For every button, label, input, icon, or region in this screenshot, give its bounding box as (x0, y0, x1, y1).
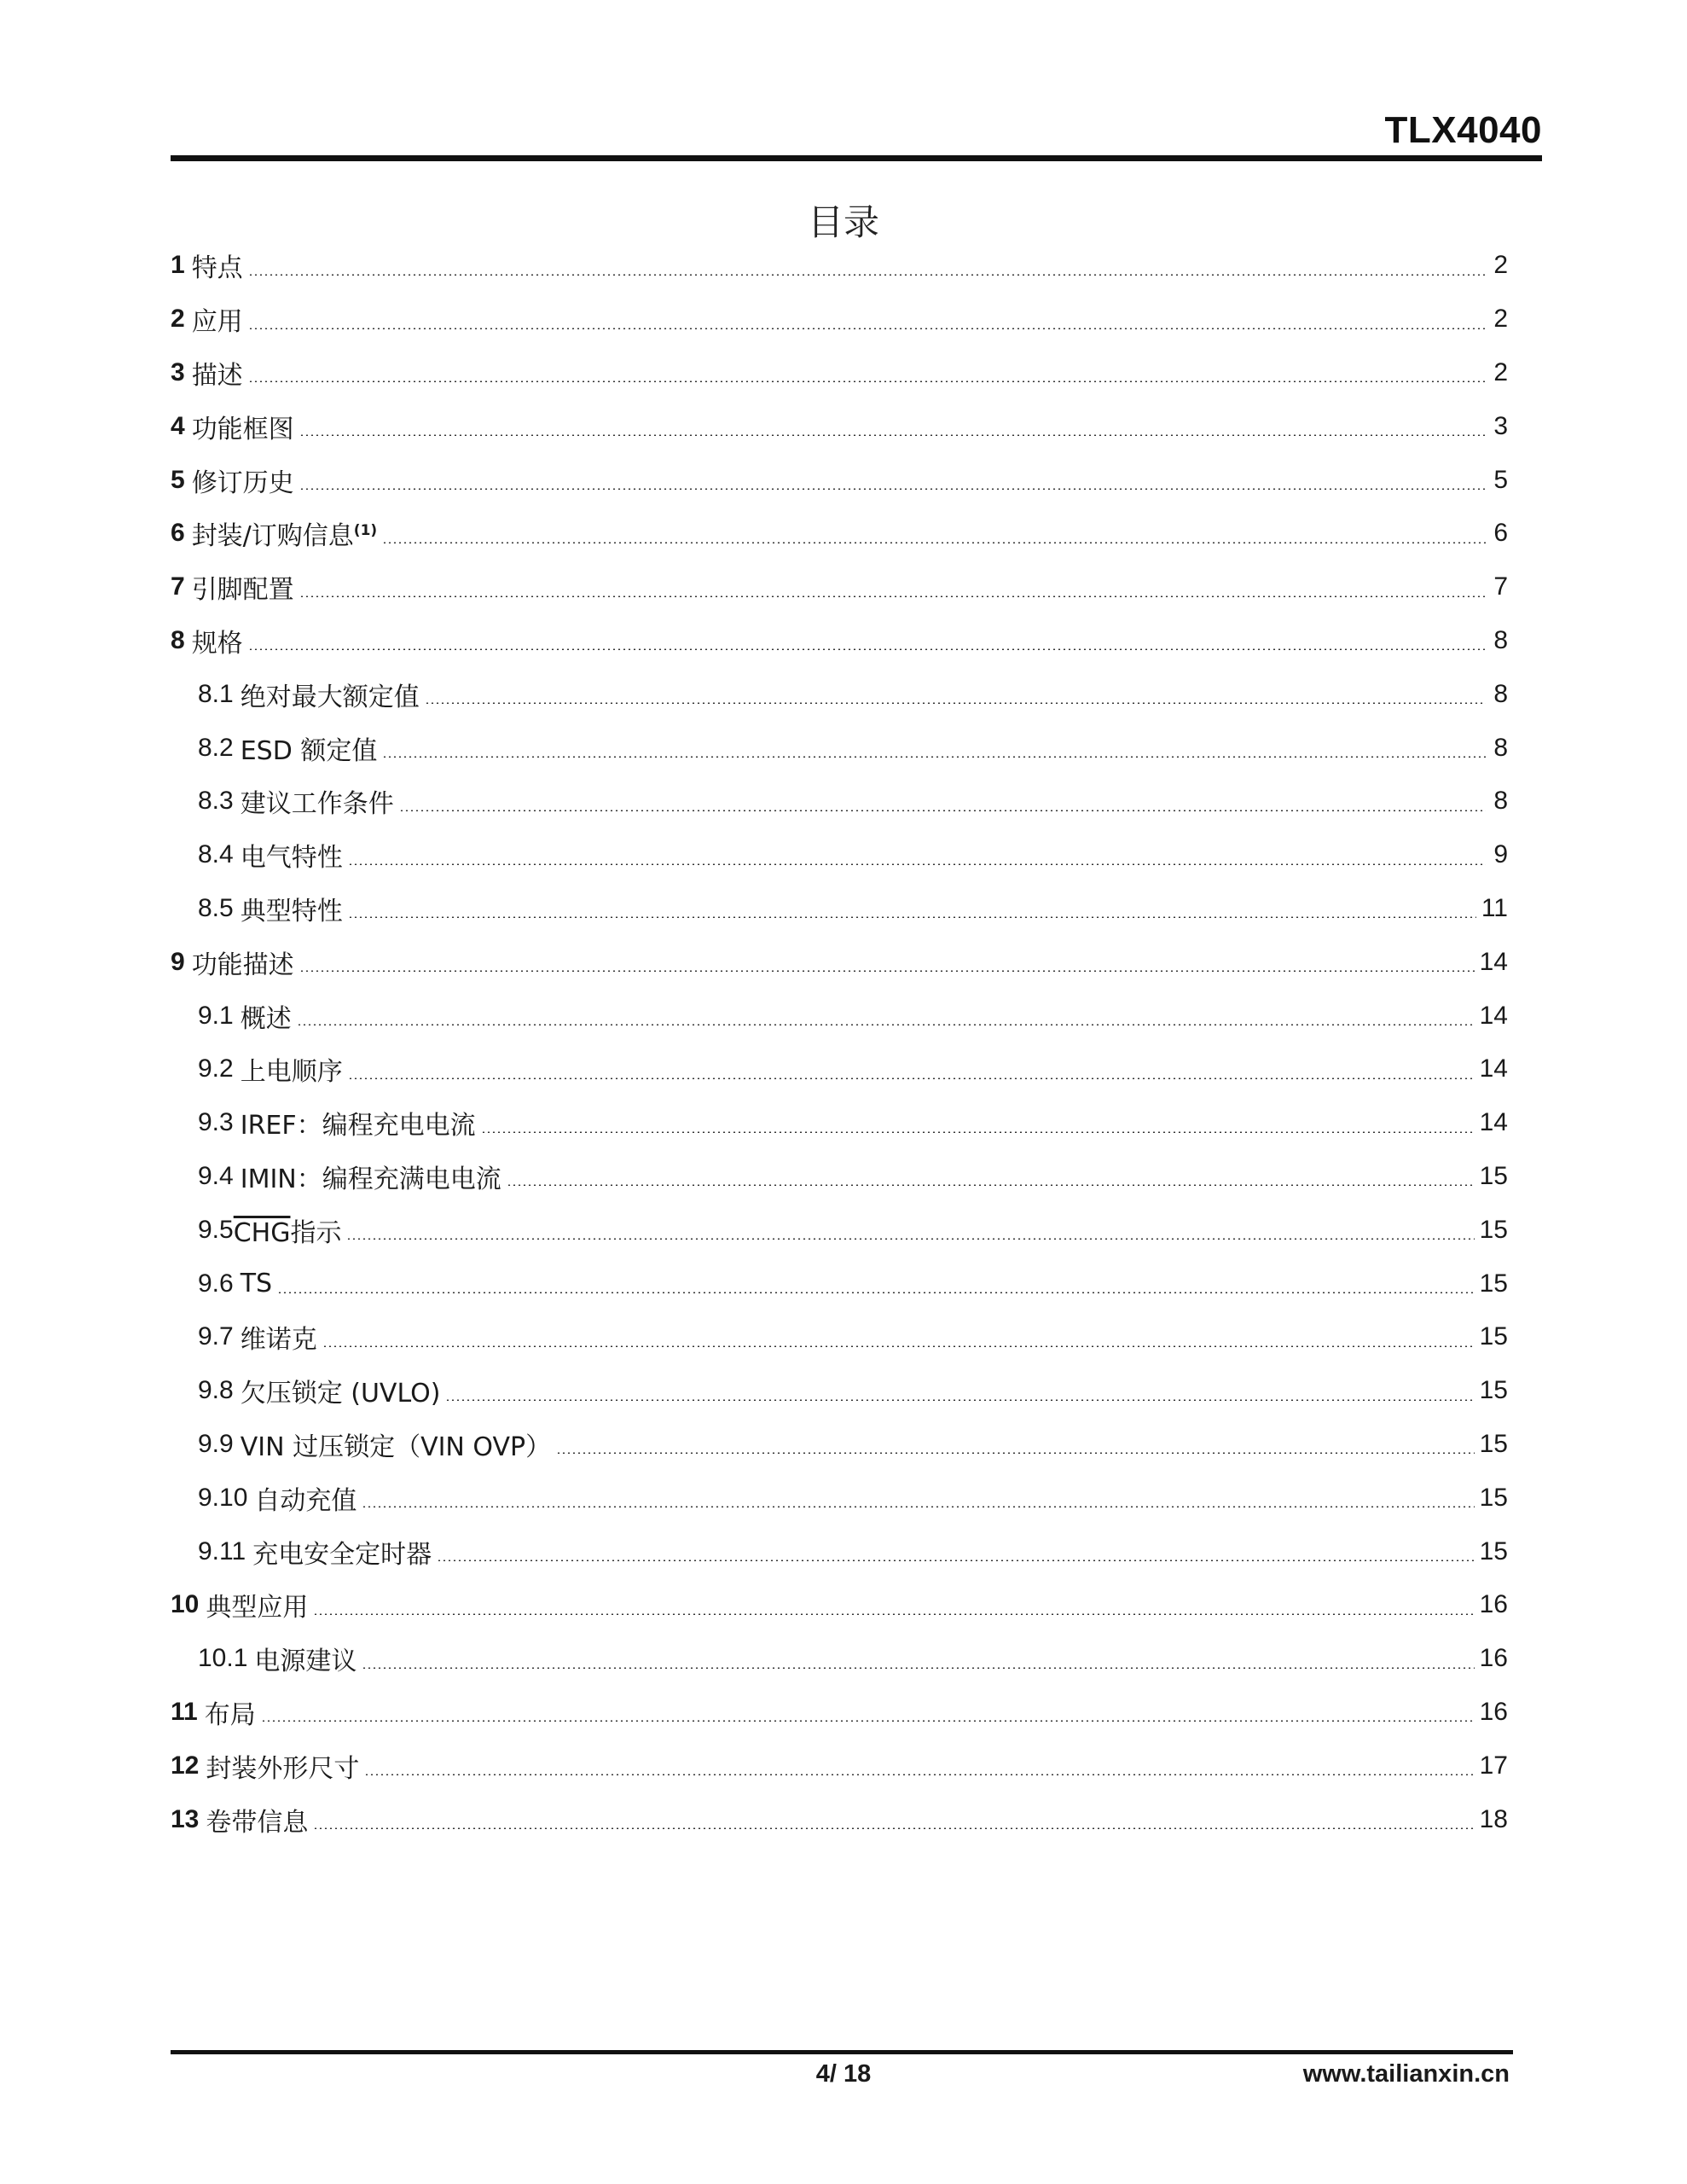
toc-entry-label (254, 1479, 357, 1517)
toc-entry-label (206, 1586, 308, 1623)
toc-entry-page: 15 (1479, 1536, 1508, 1565)
toc-entry-number: 10 (171, 1590, 200, 1619)
toc-entry[interactable] (171, 346, 1508, 400)
toc-dot-leader (425, 702, 1486, 704)
toc-entry[interactable] (171, 399, 1508, 453)
toc-entry-number: 9.2 (198, 1054, 234, 1083)
toc-entry-number: 10.1 (198, 1644, 248, 1673)
toc-entry-number: 9 (171, 947, 185, 976)
toc-dot-leader (445, 1399, 1474, 1401)
toc-entry-page: 8 (1493, 787, 1508, 816)
toc-entry-number: 8.2 (198, 733, 234, 762)
toc-entry-page: 17 (1479, 1751, 1508, 1780)
toc-dot-leader (348, 863, 1486, 865)
toc-dot-leader (322, 1345, 1475, 1347)
toc-entry[interactable] (171, 882, 1508, 936)
toc-entry-label (241, 729, 378, 767)
toc-entry-label-text: ESD 额定值 (240, 735, 378, 766)
toc-entry[interactable] (171, 1418, 1508, 1472)
toc-entry-number: 9.9 (198, 1429, 234, 1458)
toc-entry-label-text: 功能描述 (191, 950, 294, 980)
toc-entry-label-text: 封装外形尺寸 (206, 1753, 360, 1784)
toc-entry-label (241, 890, 343, 927)
toc-dot-leader (556, 1452, 1475, 1454)
toc-entry-number: 9.5 (198, 1215, 234, 1244)
toc-entry-page: 15 (1479, 1269, 1508, 1298)
toc-dot-leader (399, 810, 1486, 811)
toc-entry-label-text: 电源建议 (254, 1647, 357, 1677)
toc-entry[interactable] (171, 935, 1508, 989)
toc-entry-label (254, 1640, 357, 1677)
toc-dot-leader (362, 1667, 1474, 1669)
toc-entry-page: 14 (1479, 1001, 1508, 1030)
toc-entry-label-text: 特点 (191, 253, 243, 284)
toc-entry-label-text: 布局 (204, 1699, 256, 1730)
toc-entry-label-text: 维诺克 (240, 1325, 317, 1356)
toc-entry-label-text: 描述 (191, 360, 243, 391)
toc-entry-label-text: 典型特性 (240, 896, 343, 926)
toc-entry-page: 15 (1479, 1322, 1508, 1351)
toc-entry-label-text: 充电安全定时器 (252, 1539, 432, 1570)
toc-entry-label (205, 1693, 256, 1731)
toc-entry-number: 9.8 (198, 1376, 234, 1405)
toc-entry[interactable] (171, 989, 1508, 1043)
toc-dot-leader (313, 1827, 1474, 1829)
toc-dot-leader (299, 595, 1486, 597)
toc-dot-leader (481, 1131, 1475, 1133)
toc-entry-label-text: 欠压锁定 (UVLO) (240, 1379, 441, 1409)
toc-entry-page: 3 (1493, 411, 1508, 440)
toc-entry-page: 14 (1479, 1108, 1508, 1137)
toc-entry-label-text: 指示 (290, 1217, 342, 1248)
toc-entry[interactable] (171, 239, 1508, 293)
toc-entry-label-text: 规格 (191, 628, 243, 659)
toc-dot-leader (248, 328, 1486, 329)
footer-rule (171, 2050, 1513, 2054)
toc-entry[interactable] (171, 1043, 1508, 1096)
toc-entry-number: 8.1 (198, 679, 234, 708)
toc-entry-page: 2 (1493, 251, 1508, 280)
toc-entry-label-text: 建议工作条件 (240, 789, 394, 820)
toc-entry-label-text: IMIN：编程充满电电流 (240, 1164, 501, 1194)
toc-entry[interactable] (171, 293, 1508, 346)
toc-entry-label (206, 1801, 308, 1838)
toc-entry-label (192, 300, 243, 338)
toc-entry-page: 7 (1493, 572, 1508, 601)
toc-entry-label-text: 修订历史 (191, 468, 294, 498)
toc-entry-label (241, 1426, 551, 1463)
toc-entry-number: 12 (171, 1751, 200, 1780)
table-of-contents (171, 239, 1508, 1846)
toc-entry-footnote-marker: (1) (353, 522, 378, 540)
toc-entry-label-text: TS (240, 1269, 273, 1299)
toc-entry[interactable] (171, 1096, 1508, 1150)
toc-entry[interactable] (171, 1150, 1508, 1204)
toc-entry-label-text: 绝对最大额定值 (240, 682, 420, 712)
toc-entry-page: 6 (1493, 519, 1508, 548)
toc-entry-number: 8.5 (198, 893, 234, 922)
toc-entry-number: 9.10 (198, 1483, 248, 1512)
toc-dot-leader (261, 1720, 1475, 1722)
toc-entry-number: 1 (171, 251, 185, 280)
toc-entry-label-text: 卷带信息 (206, 1807, 309, 1838)
toc-entry-page: 2 (1493, 305, 1508, 334)
toc-dot-leader (248, 380, 1486, 382)
toc-entry-label-text: 上电顺序 (240, 1057, 343, 1088)
toc-dot-leader (348, 1077, 1475, 1079)
toc-entry-number: 8.4 (198, 840, 234, 869)
toc-entry-label (241, 1269, 272, 1298)
toc-entry[interactable] (171, 1578, 1508, 1632)
toc-dot-leader (299, 970, 1475, 972)
toc-entry-label-text: VIN 过压锁定（VIN OVP） (240, 1432, 552, 1462)
toc-entry-page: 16 (1479, 1644, 1508, 1673)
toc-dot-leader (348, 916, 1476, 918)
toc-entry-page: 15 (1479, 1483, 1508, 1512)
toc-entry[interactable] (171, 721, 1508, 775)
toc-entry[interactable] (171, 1257, 1508, 1310)
toc-entry-label-text: 引脚配置 (191, 575, 294, 606)
toc-dot-leader (364, 1774, 1474, 1775)
toc-dot-leader (277, 1292, 1475, 1293)
toc-entry-page: 15 (1479, 1376, 1508, 1405)
toc-entry-page: 14 (1479, 947, 1508, 976)
toc-entry-label (192, 354, 243, 392)
toc-entry[interactable] (171, 453, 1508, 507)
toc-entry-number: 9.6 (198, 1269, 234, 1298)
toc-entry-label (206, 1747, 359, 1785)
toc-dot-leader (437, 1560, 1474, 1561)
toc-entry-label (192, 568, 294, 606)
toc-entry-number: 7 (171, 572, 185, 601)
toc-entry-number: 3 (171, 357, 185, 386)
toc-entry-page: 8 (1493, 679, 1508, 708)
toc-entry-label-text: 典型应用 (206, 1593, 309, 1623)
toc-entry[interactable] (171, 828, 1508, 882)
toc-entry-number: 9.7 (198, 1322, 234, 1351)
toc-entry-number: 9.3 (198, 1108, 234, 1137)
toc-title: 目录 (807, 201, 879, 243)
toc-entry-label-text: 自动充值 (254, 1485, 357, 1516)
footer-website[interactable]: www.tailianxin.cn (1302, 2060, 1510, 2088)
toc-entry-label (241, 997, 292, 1035)
toc-entry-page: 8 (1493, 733, 1508, 762)
toc-entry-label-text: 应用 (191, 307, 243, 338)
toc-entry-page: 16 (1479, 1590, 1508, 1619)
toc-entry-label (234, 1211, 342, 1249)
toc-dot-leader (299, 434, 1486, 436)
toc-entry[interactable] (171, 561, 1508, 614)
toc-entry[interactable] (171, 1632, 1508, 1686)
toc-entry-page: 15 (1479, 1215, 1508, 1244)
toc-dot-leader (299, 488, 1486, 490)
toc-entry-page: 8 (1493, 625, 1508, 654)
toc-entry-label-text: 概述 (240, 1003, 292, 1034)
toc-entry-label (241, 676, 420, 713)
toc-entry-label-text: 封装/订购信息 (191, 521, 354, 552)
toc-dot-leader (382, 756, 1486, 758)
toc-entry-number: 9.4 (198, 1161, 234, 1190)
toc-entry[interactable] (171, 1310, 1508, 1364)
toc-entry-label (192, 622, 243, 659)
toc-entry[interactable] (171, 1364, 1508, 1418)
toc-entry-page: 9 (1493, 840, 1508, 869)
toc-dot-leader (382, 542, 1486, 543)
toc-entry-label (241, 782, 394, 820)
toc-entry-label (192, 514, 377, 552)
toc-entry-label (252, 1533, 432, 1571)
toc-entry[interactable] (171, 775, 1508, 828)
toc-entry-label (241, 1158, 501, 1195)
toc-entry-label (241, 1372, 441, 1409)
toc-entry-label (241, 836, 343, 874)
toc-entry-page: 18 (1479, 1804, 1508, 1833)
toc-entry[interactable] (171, 614, 1508, 668)
toc-entry-label (192, 408, 294, 445)
toc-entry-number: 8.3 (198, 787, 234, 816)
toc-entry-number: 4 (171, 411, 185, 440)
header-rule (171, 155, 1542, 161)
toc-entry-page: 14 (1479, 1054, 1508, 1083)
toc-entry-page: 11 (1481, 893, 1508, 922)
toc-entry-label (241, 1050, 343, 1088)
toc-entry-page: 15 (1479, 1429, 1508, 1458)
toc-dot-leader (248, 648, 1486, 650)
toc-entry[interactable] (171, 667, 1508, 721)
toc-entry-label (192, 247, 243, 284)
toc-dot-leader (248, 274, 1486, 276)
toc-entry-number: 2 (171, 305, 185, 334)
toc-entry-label (192, 944, 294, 981)
footer-page-number: 4/ 18 (815, 2060, 872, 2088)
toc-dot-leader (362, 1506, 1474, 1507)
toc-entry-number: 11 (171, 1697, 198, 1726)
toc-entry-number: 9.11 (198, 1536, 246, 1565)
toc-dot-leader (346, 1238, 1474, 1240)
toc-dot-leader (313, 1613, 1474, 1615)
toc-entry-label (241, 1104, 476, 1141)
toc-entry-number: 9.1 (198, 1001, 234, 1030)
toc-entry[interactable] (171, 1471, 1508, 1525)
toc-entry-number: 13 (171, 1804, 200, 1833)
toc-entry-label-text: 功能框图 (191, 414, 294, 444)
toc-entry-page: 15 (1479, 1161, 1508, 1190)
toc-entry[interactable] (171, 1686, 1508, 1740)
toc-entry-label (192, 462, 294, 499)
toc-entry[interactable] (171, 1525, 1508, 1578)
toc-entry-label (241, 1318, 317, 1356)
toc-entry[interactable] (171, 507, 1508, 561)
toc-entry[interactable] (171, 1203, 1508, 1257)
toc-entry-label-overline: $\overline{CHG}$ (233, 1217, 291, 1248)
header-product-name: TLX4040 (1384, 109, 1542, 151)
toc-entry-number: 5 (171, 465, 185, 494)
toc-entry-page: 2 (1493, 357, 1508, 386)
toc-dot-leader (507, 1184, 1475, 1186)
toc-entry-label-text: 电气特性 (240, 843, 343, 874)
toc-entry-number: 8 (171, 625, 185, 654)
toc-entry-number: 6 (171, 519, 185, 548)
toc-dot-leader (297, 1024, 1475, 1025)
toc-entry[interactable] (171, 1739, 1508, 1792)
toc-entry-page: 5 (1493, 465, 1508, 494)
toc-entry-page: 16 (1479, 1697, 1508, 1726)
toc-entry[interactable] (171, 1792, 1508, 1846)
toc-entry-label-text: IREF：编程充电电流 (240, 1111, 476, 1141)
